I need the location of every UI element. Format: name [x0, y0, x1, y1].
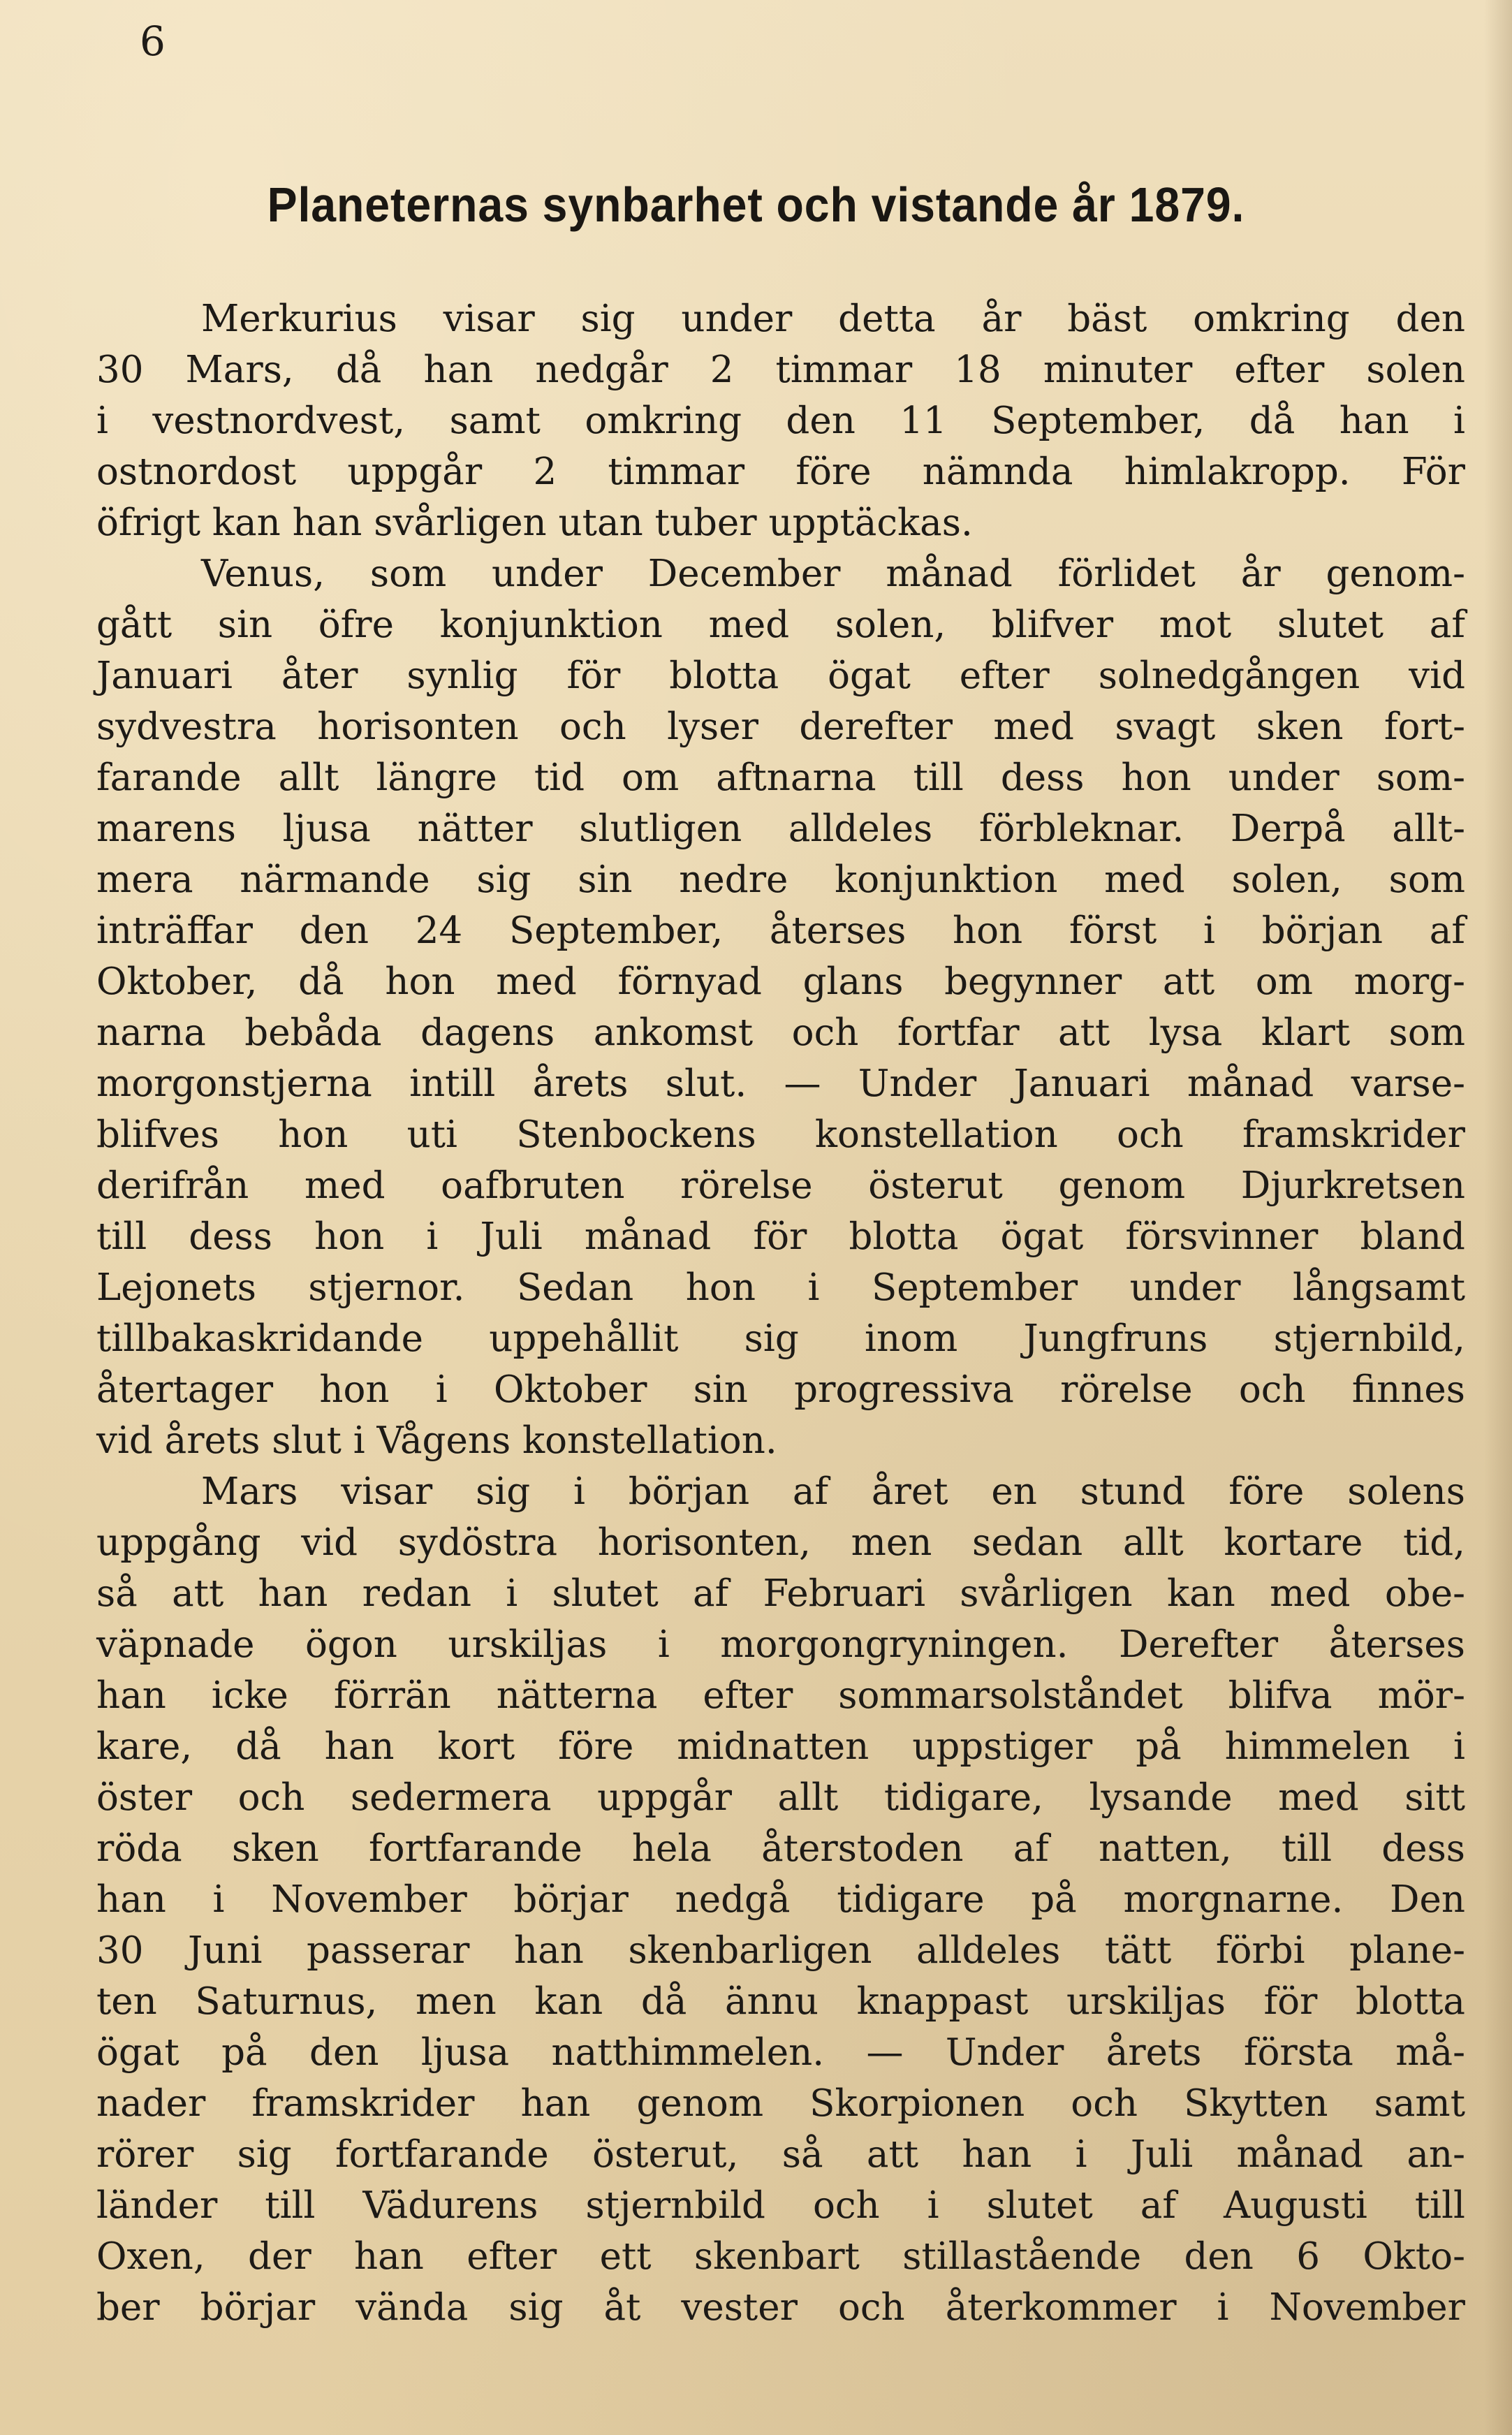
text-line: vid årets slut i Vågens konstellation. [96, 1419, 777, 1462]
text-line: Venus, som under December månad förlidet år genom- [201, 553, 1465, 595]
text-line: 30 Juni passerar han skenbarligen alldeles tätt förbi plane- [96, 1929, 1465, 1972]
text-line: Oktober, då hon med förnyad glans begynner att om morg- [96, 960, 1465, 1003]
body-text [96, 293, 1465, 2333]
text-line: gått sin öfre konjunktion med solen, blifver mot slutet af [96, 604, 1465, 646]
text-line: sydvestra horisonten och lyser derefter med svagt sken fort- [96, 705, 1465, 748]
text-line: farande allt längre tid om aftnarna till dess hon under som- [96, 756, 1465, 799]
text-line: ber börjar vända sig åt vester och återkommer i November [96, 2286, 1465, 2329]
text-line: Merkurius visar sig under detta år bäst omkring den [201, 298, 1465, 340]
text-line: morgonstjerna intill årets slut. — Under Januari månad varse- [96, 1062, 1465, 1105]
text-line: 30 Mars, då han nedgår 2 timmar 18 minuter efter solen [96, 349, 1465, 391]
text-line: till dess hon i Juli månad för blotta ögat försvinner bland [96, 1215, 1465, 1258]
text-line: så att han redan i slutet af Februari svårligen kan med obe- [96, 1572, 1465, 1615]
text-line: Oxen, der han efter ett skenbart stillastående den 6 Okto- [96, 2235, 1465, 2278]
text-line: han i November börjar nedgå tidigare på morgnarne. Den [96, 1878, 1465, 1921]
text-line: ten Saturnus, men kan då ännu knappast urskiljas för blotta [96, 1980, 1465, 2023]
page-edge-shadow [1484, 0, 1512, 2435]
text-line: rörer sig fortfarande österut, så att han i Juli månad an- [96, 2133, 1465, 2176]
text-line: narna bebåda dagens ankomst och fortfar att lysa klart som [96, 1011, 1465, 1054]
text-line: länder till Vädurens stjernbild och i slutet af Augusti till [96, 2184, 1465, 2227]
text-line: ögat på den ljusa natthimmelen. — Under årets första må- [96, 2031, 1465, 2074]
page-number: 6 [140, 17, 166, 65]
text-line: tillbakaskridande uppehållit sig inom Jungfruns stjernbild, [96, 1317, 1465, 1360]
text-line: i vestnordvest, samt omkring den 11 September, då han i [96, 400, 1465, 442]
text-line: marens ljusa nätter slutligen alldeles förbleknar. Derpå allt- [96, 807, 1465, 850]
text-line: kare, då han kort före midnatten uppstiger på himmelen i [96, 1725, 1465, 1768]
text-line: Mars visar sig i början af året en stund före solens [201, 1470, 1465, 1513]
text-line: nader framskrider han genom Skorpionen och Skytten samt [96, 2082, 1465, 2125]
text-line: väpnade ögon urskiljas i morgongryningen. Derefter återses [96, 1623, 1465, 1666]
text-line: Lejonets stjernor. Sedan hon i September under långsamt [96, 1266, 1465, 1309]
text-line: återtager hon i Oktober sin progressiva rörelse och finnes [96, 1368, 1465, 1411]
text-line: röda sken fortfarande hela återstoden af natten, till dess [96, 1827, 1465, 1870]
text-line: inträffar den 24 September, återses hon först i början af [96, 909, 1465, 952]
text-line: ostnordost uppgår 2 timmar före nämnda himlakropp. För [96, 451, 1465, 493]
text-line: han icke förrän nätterna efter sommarsolståndet blifva mör- [96, 1674, 1465, 1717]
text-line: blifves hon uti Stenbockens konstellation och framskrider [96, 1113, 1465, 1156]
text-line: derifrån med oafbruten rörelse österut genom Djurkretsen [96, 1164, 1465, 1207]
page-title: Planeternas synbarhet och vistande år 1879. [267, 177, 1245, 232]
text-line: öfrigt kan han svårligen utan tuber upptäckas. [96, 502, 973, 544]
text-line: uppgång vid sydöstra horisonten, men sedan allt kortare tid, [96, 1521, 1465, 1564]
text-line: Januari åter synlig för blotta ögat efter solnedgången vid [96, 655, 1465, 697]
text-line: mera närmande sig sin nedre konjunktion med solen, som [96, 858, 1465, 901]
text-line: öster och sedermera uppgår allt tidigare, lysande med sitt [96, 1776, 1465, 1819]
